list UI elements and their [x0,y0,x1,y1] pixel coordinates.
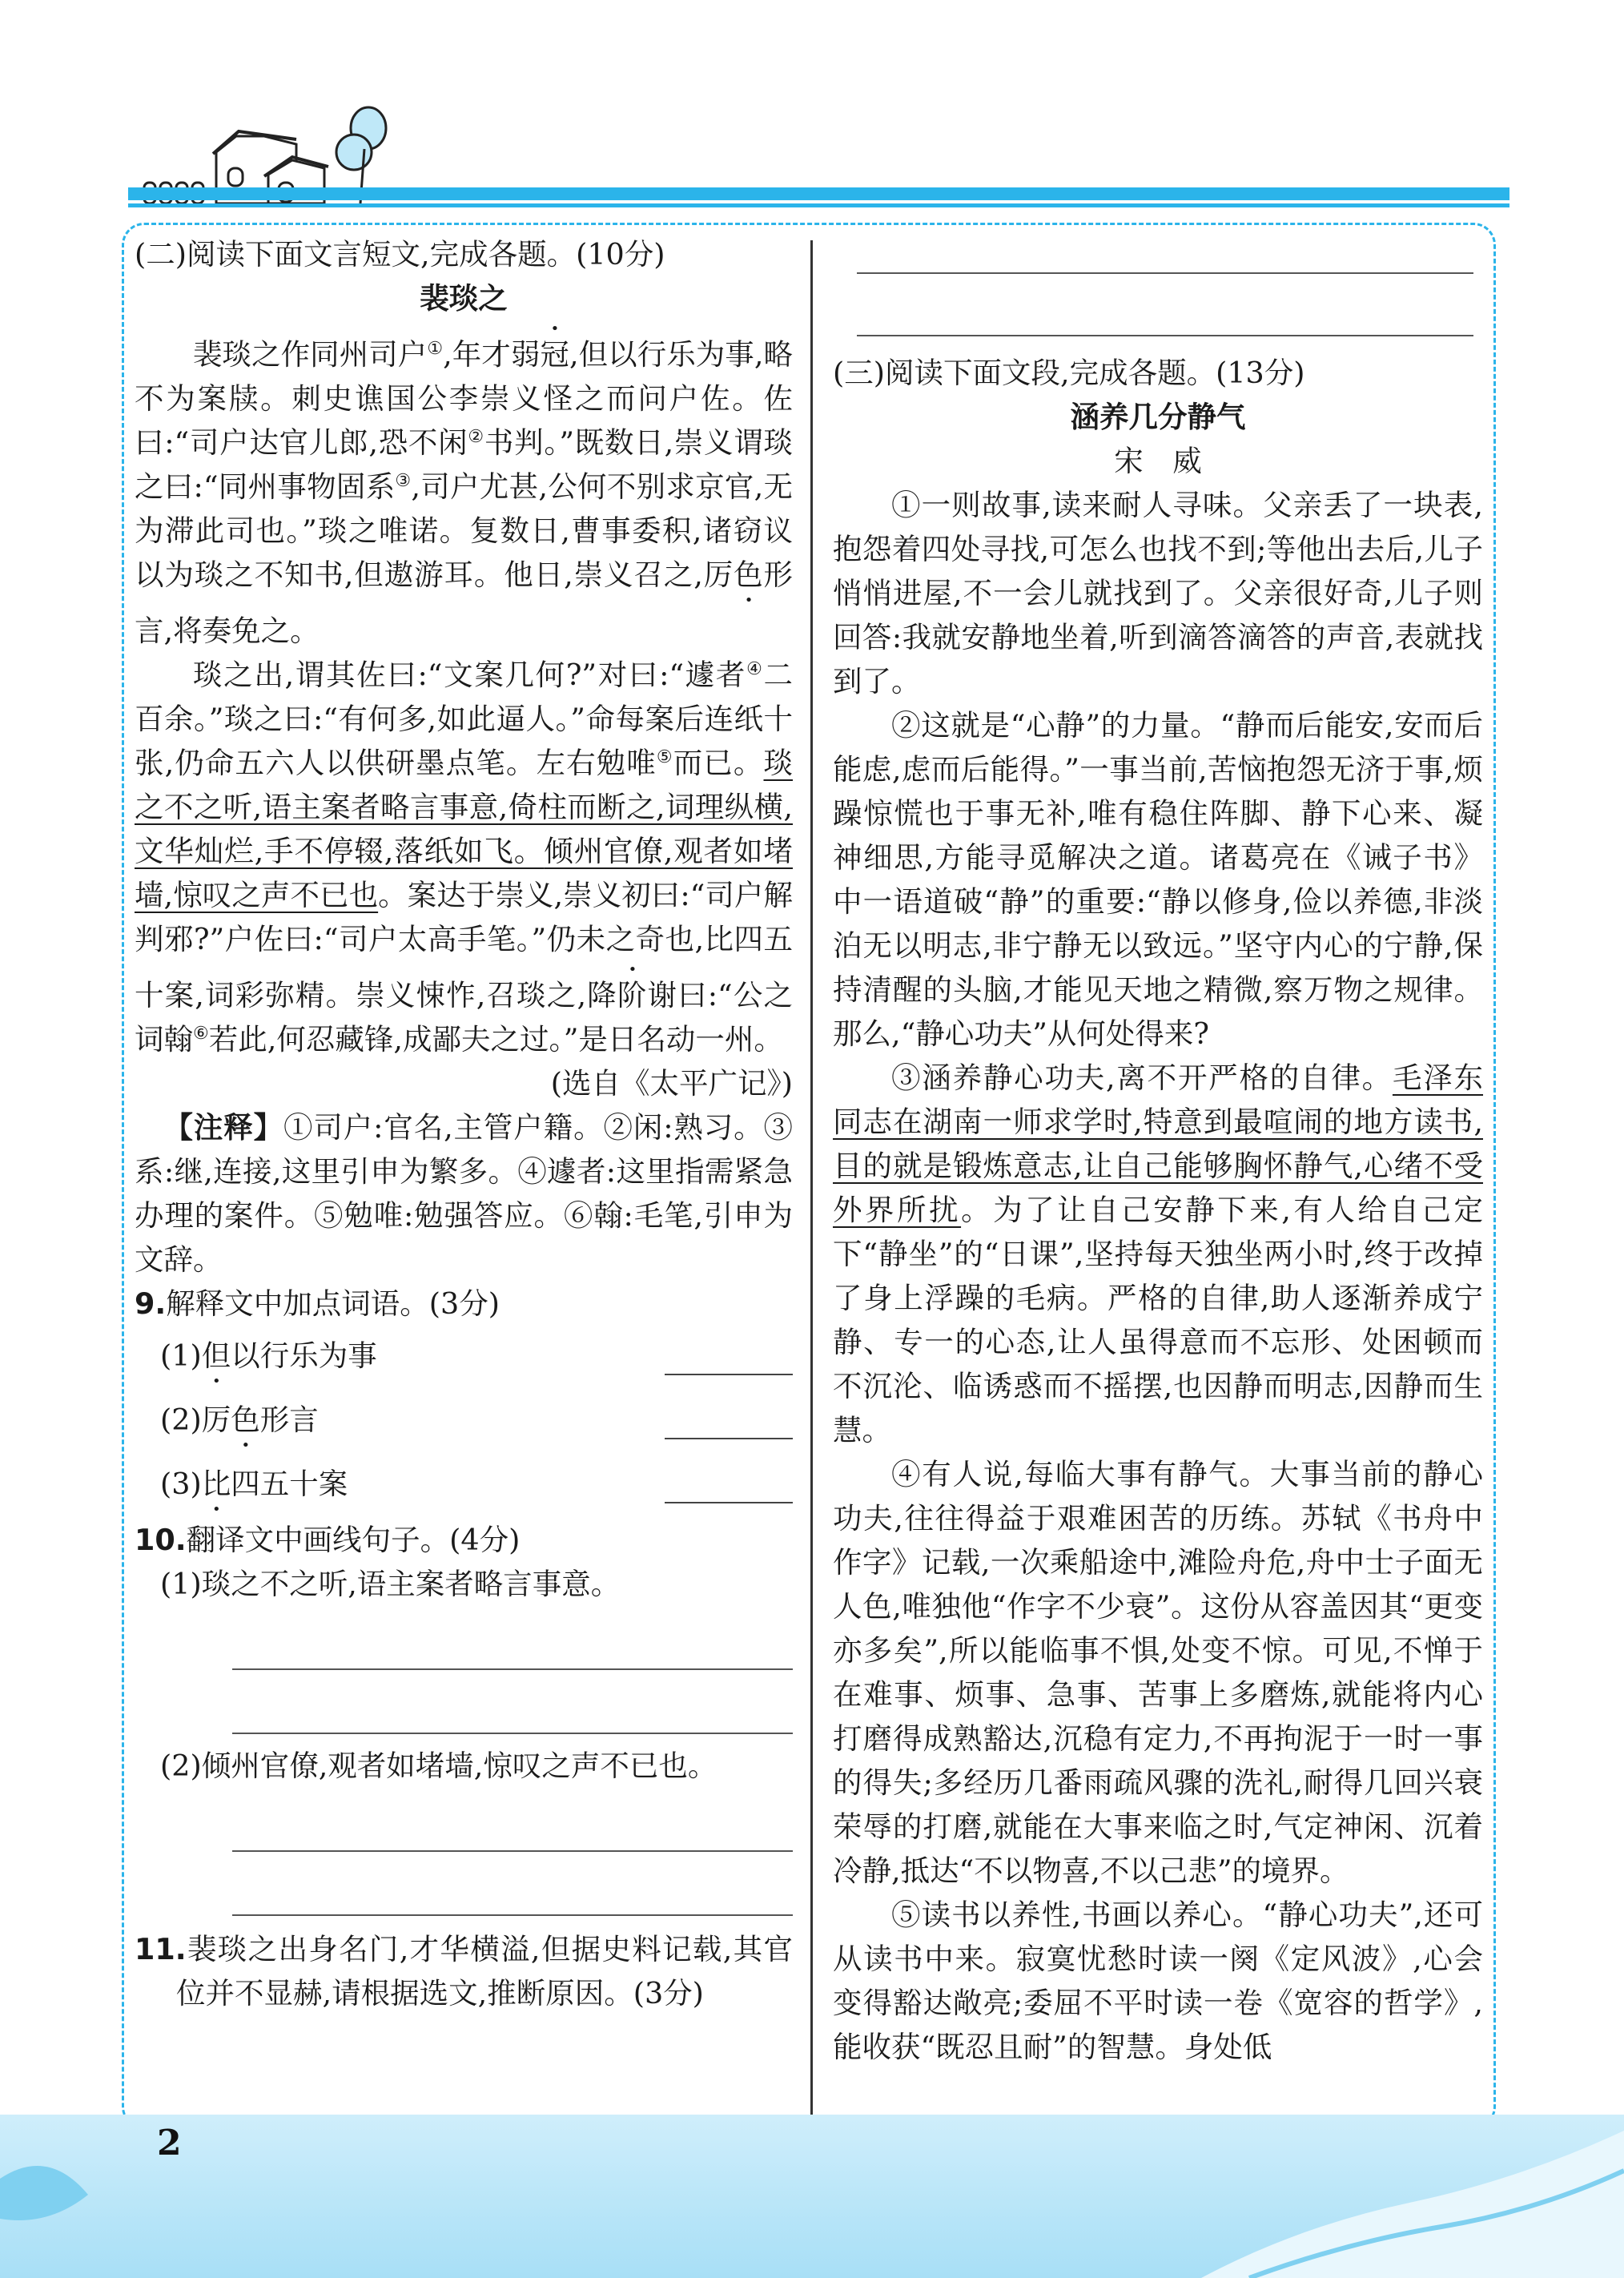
essay-para-4: ④有人说,每临大事有静气。大事当前的静心功夫,往往得益于艰难困苦的历练。苏轼《书舟中作字》记载,一次乘船途中,滩险舟危,舟中士子面无人色,唯独他“作字不少衰”。这份从容盖因其“更变亦多矣”,所以能临事不惧,处变不惊。可见,不惮于在难事、烦事、急事、苦事上多磨炼,就能将内心打磨得成熟豁达,沉稳有定力,不再拘泥于一时一事的得失;多经历几番雨疏风骤的洗礼,耐得几回兴衰荣辱的打磨,就能在大事来临之时,气定神闲、沉着冷静,抵达“不以物喜,不以己悲”的境界。 [833,1457,1483,1888]
section2-heading: (二)阅读下面文言短文,完成各题。(10分) [135,237,665,272]
underlined-sentence-2: 倾州官僚,观者如堵墙,惊叹之声不已也 [135,834,793,912]
answer-blank[interactable] [665,1374,793,1375]
underlined-sentence-1: 琰之不之听,语主案者略言事意 [135,746,793,824]
essay-para-3: ③涵养静心功夫,离不开严格的自律。毛泽东同志在湖南一师求学时,特意到最喧闹的地方读书,目的就是锻炼意志,让自己能够胸怀静气,心绪不受外界所扰。为了让自己安静下来,有人给自己定下“静坐”的“日课”,坚持每天独坐两小时,终于改掉了身上浮躁的毛病。严格的自律,助人逐渐养成宁静、专一的心态,让人虽得意而不忘形、处困顿而不沉沦、临诱惑而不摇摆,也因静而明志,因静而生慧。 [833,1061,1484,1447]
answer-line[interactable] [857,274,1473,336]
passage-para-1: 裴琰之作同州司户①,年才弱冠,但以行乐为事,略不为案牍。刺史谯国公李崇义怪之而问户佐。佐曰:“司户达官儿郎,恐不闲②书判。”既数日,崇义谓琰之曰:“同州事物固系③,司户尤甚,公何不别求京官,无为滞此司也。”琰之唯诺。复数日,曹事委积,诸窃议以为琰之不知书,但遨游耳。他日,崇义召之,厉色形言,将奏免之。 [135,337,794,648]
q9-item-1: (1)但以行乐为事 [135,1326,793,1390]
question-11: 11.裴琰之出身名门,才华横溢,但据史料记载,其官位并不显赫,请根据选文,推断原因。(3分) [135,1932,793,2010]
essay-para-5: ⑤读书以养性,书画以养心。“静心功夫”,还可从读书中来。寂寞忧愁时读一阕《定风波》,心会变得豁达敞亮;委屈不平时读一卷《宽容的哲学》,能收获“既忍且耐”的智慧。身处低 [833,1898,1483,2064]
question-10: 10.翻译文中画线句子。(4分) [135,1523,521,1557]
header-bar [128,187,1509,200]
notes: 【注释】①司户:官名,主管户籍。②闲:熟习。③系:继,连接,这里引申为繁多。④遽者:这里指需紧急办理的案件。⑤勉唯:勉强答应。⑥翰:毛笔,引申为文辞。 [135,1110,794,1277]
essay-para-2: ②这就是“心静”的力量。“静而后能安,安而后能虑,虑而后能得。”一事当前,苦恼抱怨无济于事,烦躁惊慌也于事无补,唯有稳住阵脚、静下心来、凝神细思,方能寻觅解决之道。诸葛亮在《诫子书》中一语道破“静”的重要:“静以修身,俭以养德,非淡泊无以明志,非宁静无以致远。”坚守内心的宁静,保持清醒的头脑,才能见天地之精微,察万物之规律。那么,“静心功夫”从何处得来? [833,708,1483,1051]
question-9: 9.解释文中加点词语。(3分) [135,1286,500,1321]
essay-title: 涵养几分静气 [1070,400,1246,434]
passage-title: 裴琰之 [420,281,508,316]
source-citation: (选自《太平广记》) [550,1066,793,1101]
answer-line[interactable] [232,1606,793,1670]
answer-blank[interactable] [665,1438,793,1439]
wave-decoration [0,2083,1624,2278]
answer-line[interactable] [232,1788,793,1852]
essay-para-1: ①一则故事,读来耐人寻味。父亲丢了一块表,抱怨着四处寻找,可怎么也找不到;等他出去后,儿子悄悄进屋,不一会儿就找到了。父亲很好奇,儿子则回答:我就安静地坐着,听到滴答滴答的声音,表就找到了。 [833,488,1483,698]
left-column [135,232,793,2015]
header-bar-thin [128,203,1509,207]
underlined-sentence: 毛泽东同志在湖南一师求学时,特意到最喧闹的地方读书,目的就是锻炼意志,让自己能够胸怀静气,心绪不受外界所扰 [833,1061,1484,1227]
essay-author: 宋 威 [1114,444,1202,478]
q10-item-2: (2)倾州官僚,观者如堵墙,惊叹之声不已也。 [160,1749,718,1783]
page-number: 2 [157,2123,182,2163]
right-column [833,232,1483,2069]
passage-para-2: 琰之出,谓其佐曰:“文案几何?”对曰:“遽者④二百余。”琰之曰:“有何多,如此逼人。”命每案后连纸十张,仍命五六人以供研墨点笔。左右勉唯⑤而已。琰之不之听,语主案者略言事意,倚柱而断之,词理纵横,文华灿烂,手不停辍,落纸如飞。倾州官僚,观者如堵墙,惊叹之声不已也。案达于崇义,崇义初曰:“司户解判邪?”户佐曰:“司户太高手笔。”仍未之奇也,比四五十案,词彩弥精。崇义悚怍,召琰之,降阶谢曰:“公之词翰⑥若此,何忍藏锋,成鄙夫之过。”是日名动一州。 [135,658,793,1056]
section3-heading: (三)阅读下面文段,完成各题。(13分) [833,356,1305,390]
notes-label: 【注释】 [163,1110,284,1145]
answer-line[interactable] [232,1852,793,1916]
answer-line[interactable] [857,232,1473,274]
column-divider [810,240,813,2115]
answer-line[interactable] [232,1670,793,1734]
q9-item-3: (3)比四五十案 [135,1454,793,1518]
answer-blank[interactable] [665,1502,793,1503]
q10-item-1: (1)琰之不之听,语主案者略言事意。 [160,1567,621,1601]
q9-item-2: (2)厉色形言 [135,1390,793,1454]
